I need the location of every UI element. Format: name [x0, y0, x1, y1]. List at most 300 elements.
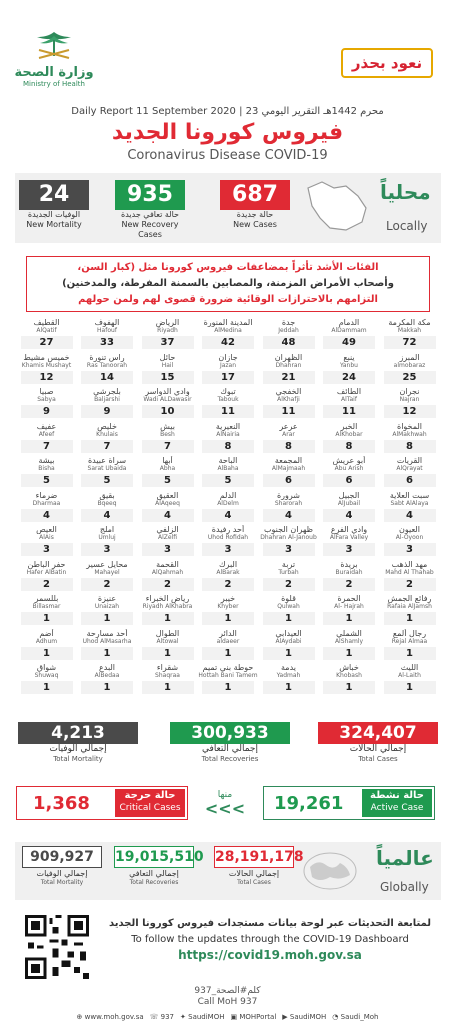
total-recoveries-label-en: Total Recoveries — [201, 755, 259, 763]
new-recovery-label-ar: حالة تعافي جديدة — [115, 210, 185, 220]
city-name-ar: الهفوف — [94, 318, 120, 327]
city-case-count: 4 — [21, 509, 73, 522]
city-name-en: AlKhobar — [335, 430, 363, 438]
city-cell — [259, 663, 319, 710]
city-name-en: AlAydabi — [275, 637, 302, 645]
city-cell — [17, 663, 77, 710]
total-mortality-label-ar: إجمالي الوفيات — [49, 744, 107, 754]
city-case-count: 1 — [263, 647, 315, 660]
city-case-count: 1 — [263, 681, 315, 694]
city-name-en: AlBarak — [216, 568, 240, 576]
of-which-label: منها — [217, 790, 233, 800]
new-cases-label-ar: حالة جديدة — [220, 210, 290, 220]
city-case-count: 3 — [21, 543, 73, 556]
city-name-en: Al-Oyoon — [395, 534, 424, 541]
city-case-count: 27 — [21, 336, 73, 349]
footer-snapchat-text: Saudi_Moh — [340, 1013, 379, 1021]
city-case-count: 1 — [384, 681, 436, 694]
global-mortality-label-ar: إجمالي الوفيات — [36, 869, 88, 878]
city-case-count: 6 — [384, 474, 436, 487]
footer-portal-text: MOHPortal — [239, 1013, 277, 1021]
global-recoveries-label-ar: إجمالي التعافي — [129, 869, 179, 878]
city-case-count: 5 — [142, 474, 194, 487]
city-name-en: AlFara Valley — [329, 534, 369, 541]
city-name-ar: شواق — [36, 663, 57, 672]
city-cell — [77, 663, 137, 710]
city-case-count: 4 — [263, 509, 315, 522]
city-case-count: 3 — [142, 543, 194, 556]
city-name-en: Tabouk — [217, 396, 239, 403]
city-name-en: Altowal — [156, 637, 179, 645]
city-case-count: 4 — [81, 509, 133, 522]
city-name-en: Al- Hajrah — [334, 603, 364, 610]
campaign-badge — [341, 48, 433, 78]
moh-logo — [14, 28, 94, 100]
city-name-en: Riyadh — [157, 327, 178, 334]
chevrons-left-icon: <<< — [204, 799, 246, 818]
call-moh-ar: كلم#الصحة_937 — [194, 986, 261, 996]
city-case-count: 1 — [263, 612, 315, 625]
city-case-count: 25 — [384, 371, 436, 384]
city-name-ar: عفيف — [36, 421, 57, 431]
city-name-ar: الدمام — [338, 318, 360, 327]
campaign-badge-text: نعود بحذر — [351, 54, 423, 72]
logo-arabic: وزارة الصحة — [14, 65, 94, 80]
city-name-ar: يدمة — [281, 663, 296, 672]
city-name-en: Unaizah — [94, 603, 120, 610]
city-case-count: 6 — [323, 474, 375, 487]
city-name-ar: العقيق — [156, 490, 179, 500]
new-mortality-card — [19, 180, 89, 236]
city-name-en: Abha — [159, 465, 176, 472]
footer-twitter-link[interactable] — [180, 1013, 224, 1021]
new-recovery-value: 935 — [115, 180, 185, 210]
global-cases-label-ar: إجمالي الحالات — [228, 869, 280, 878]
city-name-en: AlBedaa — [94, 672, 120, 679]
city-name-en: AlDammam — [331, 327, 367, 334]
city-case-count: 1 — [81, 647, 133, 660]
city-case-count: 3 — [81, 543, 133, 556]
city-case-count: 1 — [142, 647, 194, 660]
city-name-ar: سبت العلاية — [389, 490, 430, 500]
city-case-count: 2 — [81, 578, 133, 591]
city-name-en: Turbah — [278, 568, 299, 576]
city-name-en: Khyber — [217, 603, 239, 610]
city-name-ar: مهد الذهب — [391, 559, 428, 569]
city-name-en: Rejal Almaa — [391, 637, 428, 645]
city-name-en: AlMedina — [214, 327, 242, 334]
city-cases-grid — [16, 318, 440, 698]
footer-contacts — [0, 1010, 455, 1024]
footer-portal-link[interactable] — [231, 1013, 277, 1021]
city-name-en: Rafaia AlJamsh — [387, 603, 432, 610]
global-cases-value: 28,191,178 — [214, 846, 294, 868]
city-case-count: 3 — [323, 543, 375, 556]
city-name-ar: عرعر — [279, 421, 298, 431]
city-name-ar: وادي الفرع — [330, 525, 368, 534]
city-name-ar: حائل — [159, 352, 176, 362]
header — [0, 0, 455, 105]
city-name-en: Shaqraa — [155, 672, 180, 679]
city-case-count: 1 — [323, 612, 375, 625]
city-name-ar: العيدابي — [275, 628, 302, 638]
footer-website-link[interactable] — [77, 1013, 144, 1021]
total-cases-value: 324,407 — [318, 722, 438, 744]
globe-icon: ⊕ — [76, 1013, 83, 1021]
city-case-count: 33 — [81, 336, 133, 349]
city-case-count: 42 — [202, 336, 254, 349]
city-name-en: Ras Tanoorah — [86, 361, 128, 369]
city-name-ar: أحد مسارحة — [86, 628, 128, 638]
total-mortality-value: 4,213 — [18, 722, 138, 744]
city-name-ar: الليث — [400, 663, 419, 672]
city-case-count: 4 — [323, 509, 375, 522]
city-cell — [380, 663, 440, 710]
saudi-map-icon — [300, 178, 372, 236]
city-name-en: Arar — [282, 430, 295, 438]
call-moh-en: Call MoH 937 — [197, 997, 258, 1007]
city-name-en: Najran — [399, 396, 420, 403]
city-case-count: 1 — [202, 612, 254, 625]
city-case-count: 4 — [142, 509, 194, 522]
city-name-ar: خميس مشيط — [23, 352, 70, 362]
city-name-ar: جدة — [281, 318, 296, 327]
city-name-ar: جازان — [218, 352, 238, 362]
city-cell — [198, 663, 258, 710]
critical-cases-label-en: Critical Cases — [119, 803, 181, 813]
title-english: Coronavirus Disease COVID-19 — [127, 148, 328, 163]
city-name-ar: الدائر — [219, 628, 237, 638]
city-name-ar: أضم — [39, 628, 54, 638]
city-case-count: 6 — [263, 474, 315, 487]
high-risk-notice — [26, 256, 430, 312]
city-case-count: 10 — [142, 405, 194, 418]
city-name-ar: المخواة — [397, 421, 422, 431]
city-name-en: Riyadh AlKhabra — [142, 603, 193, 610]
city-name-ar: القطيف — [33, 318, 60, 327]
city-case-count: 1 — [142, 612, 194, 625]
city-name-en: AlQahmah — [151, 568, 184, 576]
city-name-ar: الجبيل — [338, 490, 360, 500]
active-cases-label-ar: حالة نشطة — [370, 790, 424, 801]
city-case-count: 14 — [81, 371, 133, 384]
palm-emblem-icon — [31, 28, 77, 64]
city-case-count: 1 — [21, 647, 73, 660]
footer-youtube-text: SaudiMOH — [289, 1013, 327, 1021]
city-cell — [138, 663, 198, 710]
city-name-ar: خيبر — [220, 594, 236, 603]
city-name-ar: سراة عبيدة — [87, 456, 127, 465]
city-name-en: Yanbu — [340, 361, 358, 369]
snapchat-icon: ◔ — [332, 1013, 339, 1021]
city-name-ar: القريات — [396, 456, 423, 465]
title-arabic: فيروس كورونا الجديد — [111, 120, 344, 145]
global-mortality-value: 909,927 — [22, 846, 102, 868]
globally-label-en: Globally — [380, 880, 429, 894]
city-case-count: 8 — [384, 440, 436, 453]
city-case-count: 2 — [21, 578, 73, 591]
city-case-count: 17 — [202, 371, 254, 384]
city-name-ar: العيص — [36, 525, 57, 534]
global-mortality-label-en: Total Mortality — [40, 879, 84, 886]
city-name-ar: خليص — [97, 421, 117, 431]
city-name-en: Adhum — [35, 637, 58, 645]
city-case-count: 8 — [202, 440, 254, 453]
city-name-en: Sabt AlAlaya — [390, 499, 429, 507]
city-name-ar: نجران — [399, 387, 420, 396]
city-case-count: 7 — [21, 440, 73, 453]
city-name-en: Khamis Mushayt — [21, 361, 72, 369]
city-name-ar: الحمرة — [337, 594, 361, 603]
city-case-count: 1 — [81, 681, 133, 694]
city-name-ar: الخفجي — [275, 387, 302, 396]
world-map-icon — [300, 849, 360, 893]
city-name-en: AlBaha — [217, 465, 239, 472]
city-name-en: aldaeer — [216, 637, 240, 645]
city-case-count: 24 — [323, 371, 375, 384]
city-name-ar: الشملي — [336, 628, 362, 638]
new-mortality-label-en: New Mortality — [19, 220, 89, 230]
active-cases-label-en: Active Case — [370, 803, 424, 813]
city-name-ar: ينبع — [343, 352, 355, 362]
city-name-ar: تبوك — [220, 387, 236, 396]
city-name-ar: ظهران الجنوب — [263, 525, 313, 534]
city-case-count: 1 — [21, 681, 73, 694]
new-mortality-value: 24 — [19, 180, 89, 210]
city-case-count: 2 — [142, 578, 194, 591]
active-cases-value: 19,261 — [274, 793, 344, 814]
city-case-count: 4 — [384, 509, 436, 522]
city-name-en: AlMakhwah — [392, 430, 427, 438]
city-case-count: 3 — [263, 543, 315, 556]
notice-line-2: وأصحاب الأمراض المزمنة، والمصابين بالسمنة المفرطة، والمدخنين) — [62, 278, 394, 289]
city-name-ar: بريدة — [340, 559, 358, 569]
city-name-ar: أحد رفيدة — [211, 525, 245, 534]
city-name-ar: مكة المكرمة — [388, 318, 431, 327]
city-name-ar: صبيا — [39, 387, 54, 396]
city-case-count: 12 — [384, 405, 436, 418]
city-name-en: Sharorah — [274, 499, 303, 507]
total-recoveries-card — [170, 722, 290, 770]
city-case-count: 5 — [81, 474, 133, 487]
city-case-count: 48 — [263, 336, 315, 349]
city-name-en: AlDelm — [217, 499, 239, 507]
city-name-ar: العيون — [399, 525, 420, 534]
city-case-count: 1 — [21, 612, 73, 625]
city-case-count: 7 — [81, 440, 133, 453]
city-name-en: Afeef — [38, 430, 55, 438]
footer-phone[interactable] — [150, 1013, 174, 1021]
city-name-ar: تربة — [281, 559, 296, 569]
city-name-en: Billasmar — [32, 603, 61, 610]
critical-cases-label-ar: حالة حرجة — [124, 790, 176, 801]
city-name-ar: وادي الدواسر — [145, 387, 190, 396]
city-name-en: Bqeeq — [97, 499, 117, 507]
city-name-en: Besh — [160, 430, 175, 438]
globally-label-ar: عالمياً — [376, 846, 434, 870]
locally-label-en: Locally — [386, 219, 428, 233]
city-name-en: Shuwaq — [34, 672, 59, 679]
city-name-ar: الباحة — [218, 456, 238, 465]
qr-code-icon[interactable] — [25, 915, 89, 979]
city-name-en: Yadmah — [276, 672, 301, 679]
city-case-count: 1 — [142, 681, 194, 694]
portal-icon: ▣ — [230, 1013, 238, 1021]
city-case-count: 1 — [323, 647, 375, 660]
critical-cases-value: 1,368 — [33, 793, 90, 814]
total-recoveries-value: 300,933 — [170, 722, 290, 744]
dashboard-text-en: To follow the updates through the COVID-19 Dashboard — [131, 934, 409, 945]
global-mortality-card — [22, 846, 102, 896]
city-name-en: Khulais — [96, 430, 118, 438]
logo-english: Ministry of Health — [23, 80, 85, 88]
city-name-en: Al-Laith — [398, 672, 421, 679]
new-cases-value: 687 — [220, 180, 290, 210]
city-case-count: 8 — [263, 440, 315, 453]
notice-line-1: الفئات الأشد تأثراً بمضاعفات فيروس كورونا مثل (كبار السن، — [77, 262, 379, 273]
city-name-ar: بيش — [160, 421, 175, 431]
city-name-ar: بلجرشي — [93, 387, 121, 396]
footer-youtube-link[interactable] — [282, 1013, 326, 1021]
city-case-count: 72 — [384, 336, 436, 349]
city-case-count: 9 — [21, 405, 73, 418]
city-name-ar: الطوال — [155, 628, 180, 638]
city-name-en: Jazan — [219, 361, 237, 369]
city-name-ar: الزلفي — [156, 525, 179, 534]
city-case-count: 4 — [202, 509, 254, 522]
city-name-en: Wadi ALDawasir — [143, 396, 192, 403]
city-name-en: Hafouf — [97, 327, 117, 334]
city-name-ar: بيشة — [38, 456, 55, 465]
city-name-en: Sarat Ubaida — [87, 465, 127, 472]
city-case-count: 2 — [323, 578, 375, 591]
total-recoveries-label-ar: إجمالي التعافي — [202, 744, 258, 754]
phone-icon: ☏ — [149, 1013, 159, 1021]
city-case-count: 12 — [21, 371, 73, 384]
city-name-en: Khobash — [336, 672, 362, 679]
city-name-en: Buraidah — [335, 568, 363, 576]
global-recoveries-value: 19,015,510 — [114, 846, 194, 868]
city-name-ar: خباش — [339, 663, 359, 672]
global-cases-card — [214, 846, 304, 896]
city-name-ar: محايل عسير — [86, 559, 128, 569]
dashboard-link[interactable]: https://covid19.moh.gov.sa — [178, 948, 362, 962]
city-case-count: 8 — [323, 440, 375, 453]
city-name-ar: شقراء — [156, 663, 179, 672]
city-name-en: AlAqeeq — [155, 499, 180, 507]
city-name-en: AlQatif — [36, 327, 57, 334]
city-name-en: Mahayel — [94, 568, 120, 576]
city-case-count: 3 — [384, 543, 436, 556]
city-cell — [319, 663, 379, 710]
total-mortality-label-en: Total Mortality — [53, 755, 103, 763]
total-mortality-card — [18, 722, 138, 770]
city-name-en: almobaraz — [393, 361, 426, 369]
critical-cases-tag — [115, 789, 185, 817]
global-recoveries-card — [114, 846, 204, 896]
city-name-ar: الرياض — [155, 318, 180, 327]
city-case-count: 5 — [202, 474, 254, 487]
city-name-ar: المبرز — [399, 352, 420, 362]
report-date: Daily Report 11 September 2020 | 23 محرم 1442هـ التقرير اليومي — [71, 106, 384, 117]
city-case-count: 9 — [81, 405, 133, 418]
city-name-ar: شرورة — [276, 490, 301, 500]
city-name-ar: رفائع الجمش — [387, 594, 432, 603]
city-name-ar: املج — [99, 525, 115, 534]
city-name-en: AlKhafji — [277, 396, 300, 403]
footer-twitter-text: SaudiMOH — [188, 1013, 225, 1021]
city-case-count: 11 — [202, 405, 254, 418]
twitter-icon: ✦ — [180, 1013, 186, 1021]
city-name-en: Umluj — [98, 534, 116, 541]
city-name-ar: عنيزة — [97, 594, 117, 603]
city-name-en: Abu Arish — [334, 465, 364, 472]
city-name-en: Hafer AlBatin — [26, 568, 67, 576]
city-name-en: Jeddah — [278, 327, 299, 334]
city-name-ar: بللسمر — [34, 594, 59, 603]
city-name-ar: الدلم — [219, 490, 237, 500]
city-case-count: 7 — [142, 440, 194, 453]
city-name-ar: راس تنورة — [89, 352, 125, 362]
global-recoveries-label-en: Total Recoveries — [129, 879, 179, 886]
total-cases-label-en: Total Cases — [358, 755, 398, 763]
active-cases-box — [263, 786, 435, 820]
city-case-count: 49 — [323, 336, 375, 349]
city-name-ar: قلوة — [281, 594, 296, 603]
city-name-en: Uhod Rofidah — [207, 534, 249, 541]
critical-cases-box — [16, 786, 188, 820]
locally-label-ar: محلياً — [380, 180, 431, 204]
city-name-ar: الطائف — [336, 387, 362, 396]
city-case-count: 11 — [323, 405, 375, 418]
city-name-en: Baljarshi — [94, 396, 120, 403]
new-recovery-label-en: New Recovery Cases — [115, 220, 185, 240]
city-name-en: Mahd Al Thahab — [385, 568, 434, 576]
city-name-en: AlAis — [39, 534, 54, 541]
city-name-en: Dhahran Al-Janoub — [260, 534, 317, 541]
city-case-count: 3 — [202, 543, 254, 556]
new-mortality-label-ar: الوفيات الجديدة — [19, 210, 89, 220]
city-case-count: 21 — [263, 371, 315, 384]
city-name-ar: الخبر — [340, 421, 358, 431]
city-name-ar: القحمة — [156, 559, 179, 569]
city-case-count: 2 — [263, 578, 315, 591]
city-case-count: 11 — [263, 405, 315, 418]
new-recovery-card — [115, 180, 185, 239]
youtube-icon: ▶ — [282, 1013, 288, 1021]
city-case-count: 1 — [323, 681, 375, 694]
footer-website-text: www.moh.gov.sa — [84, 1013, 144, 1021]
city-name-en: AlZelfi — [157, 534, 178, 541]
city-name-en: AlTaif — [341, 396, 357, 403]
city-case-count: 2 — [384, 578, 436, 591]
city-name-ar: البرك — [218, 559, 238, 569]
city-case-count: 1 — [81, 612, 133, 625]
city-name-en: Dhahran — [275, 361, 302, 369]
city-name-en: Bisha — [38, 465, 55, 472]
city-name-ar: النعيرية — [215, 421, 241, 431]
city-name-ar: المجمعة — [274, 456, 303, 465]
footer-snapchat-link[interactable] — [332, 1013, 378, 1021]
city-name-en: Dharmaa — [32, 499, 61, 507]
new-cases-label-en: New Cases — [220, 220, 290, 230]
city-case-count: 37 — [142, 336, 194, 349]
city-name-ar: المدينة المنورة — [203, 318, 253, 327]
city-name-ar: حوطة بني تميم — [202, 663, 254, 672]
city-name-ar: حفر الباطن — [27, 559, 66, 569]
city-case-count: 1 — [384, 612, 436, 625]
city-name-ar: بقيق — [99, 490, 115, 500]
